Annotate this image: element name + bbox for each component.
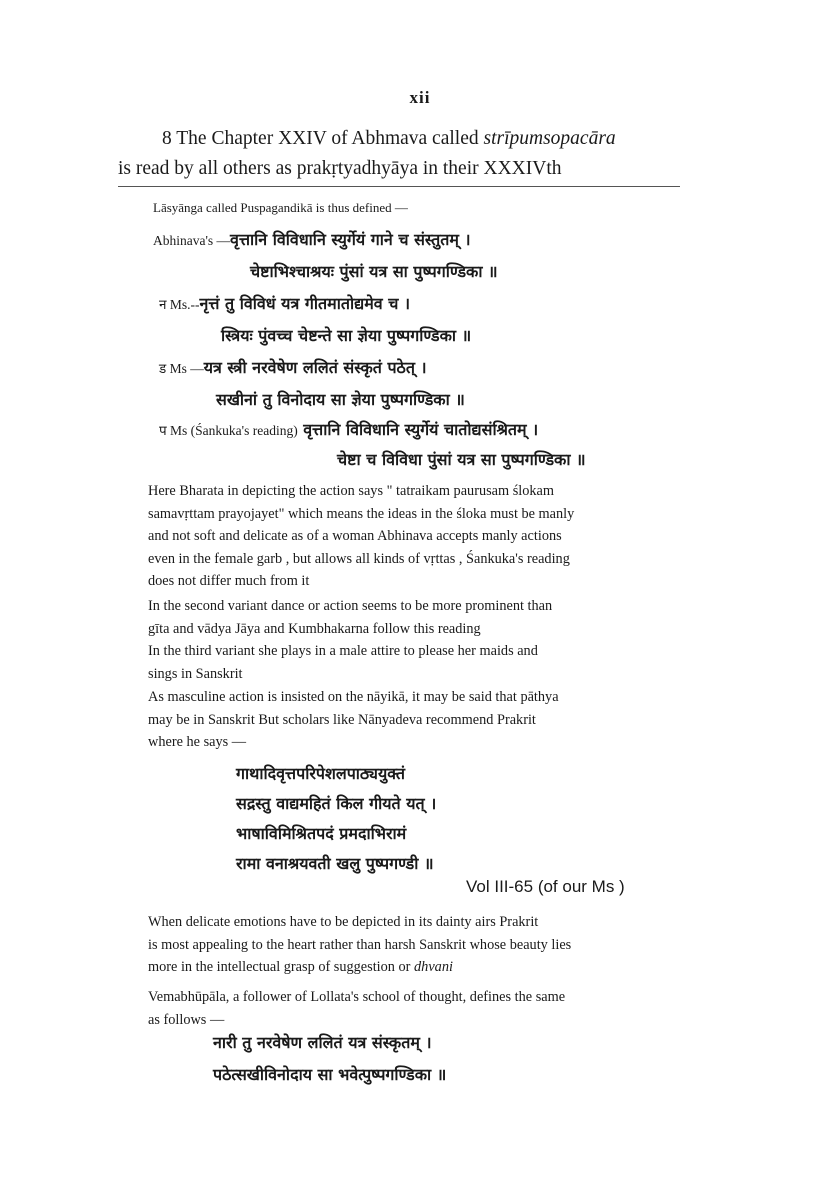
- na-ms-label: न Ms.--: [159, 297, 200, 312]
- page-number: xii: [409, 88, 431, 107]
- nanya-verse-line-2: सद्रस्तु वाद्यमहितं किल गीयते यत् ।: [236, 794, 437, 813]
- text-line: does not differ much from it: [148, 573, 310, 589]
- paragraph-delicate-emotions: [148, 911, 674, 979]
- vema-verse-line-2: पठेत्सखीविनोदाय सा भवेत्पुष्पगण्डिका ॥: [213, 1065, 447, 1084]
- verse-text: नृत्तं तु विविधं यत्र गीतमातोद्यमेव च ।: [199, 294, 411, 313]
- paragraph-8-line-1: [118, 124, 678, 154]
- text-line: and not soft and delicate as of a woman Abhinava accepts manly actions: [148, 528, 562, 544]
- paragraph-bharata: [148, 480, 674, 593]
- na-ms-verse-line-1: [159, 292, 410, 314]
- text-line: In the second variant dance or action seems to be more prominent than: [148, 598, 553, 614]
- nanya-verse-line-4: रामा वनाश्रयवती खलु पुष्पगण्डी ॥: [236, 854, 434, 873]
- text-segment: more in the intellectual grasp of suggestion or: [148, 959, 411, 975]
- paragraph-8-text: 8 The Chapter XXIV of Abhmava called: [162, 128, 479, 149]
- pa-ms-verse-line-2: चेष्टा च विविधा पुंसां यत्र सा पुष्पगण्डिका ॥: [337, 450, 586, 469]
- pa-ms-label: प Ms (Śankuka's reading): [159, 423, 298, 438]
- paragraph-8-line-2: is read by all others as prakṛtyadhyāya in their XXXIVth: [118, 158, 562, 179]
- da-ms-verse-line-1: [159, 356, 427, 378]
- paragraph-8-term: strīpumsopacāra: [483, 128, 616, 149]
- text-line: Here Bharata in depicting the action says " tatraikam paurusam ślokam: [148, 483, 555, 499]
- verse-text: वृत्तानि विविधानि स्युर्गेयं गाने च संस्तुतम् ।: [230, 230, 471, 249]
- dhvani-term: dhvani: [414, 959, 453, 975]
- text-line: samavṛttam prayojayet" which means the ideas in the śloka must be manly: [148, 505, 575, 522]
- pa-ms-verse-line-1: [159, 418, 538, 440]
- abhinava-verse-line-2: चेष्टाभिश्चाश्रयः पुंसां यत्र सा पुष्पगण्डिका ॥: [250, 262, 498, 281]
- divider-rule: [118, 186, 680, 187]
- volume-reference: Vol III-65 (of our Ms ): [466, 877, 625, 896]
- text-line: Vemabhūpāla, a follower of Lollata's school of thought, defines the same: [148, 989, 566, 1005]
- text-line: even in the female garb , but allows all kinds of vṛttas , Śankuka's reading: [148, 550, 570, 567]
- text-line: When delicate emotions have to be depicted in its dainty airs Prakrit: [148, 914, 539, 930]
- text-line: gīta and vādya Jāya and Kumbhakarna follow this reading: [148, 620, 481, 637]
- text-line: In the third variant she plays in a male attire to please her maids and: [148, 643, 538, 659]
- nanya-verse-line-3: भाषाविमिश्रितपदं प्रमदाभिरामं: [236, 824, 407, 843]
- text-line: is most appealing to the heart rather than harsh Sanskrit whose beauty lies: [148, 936, 572, 953]
- text-line: [148, 956, 674, 979]
- paragraph-third-variant: [148, 640, 674, 685]
- text-line: may be in Sanskrit But scholars like Nānyadeva recommend Prakrit: [148, 711, 536, 728]
- nanya-verse-line-1: गाथादिवृत्तपरिपेशलपाठ्ययुक्तं: [236, 764, 405, 783]
- text-line: As masculine action is insisted on the nāyikā, it may be said that pāthya: [148, 689, 559, 705]
- vema-verse-line-1: नारी तु नरवेषेण ललितं यत्र संस्कृतम् ।: [213, 1033, 432, 1052]
- verse-text: यत्र स्त्री नरवेषेण ललितं संस्कृतं पठेत् ।: [203, 358, 427, 377]
- da-ms-label: ड Ms —: [159, 361, 204, 376]
- text-line: as follows —: [148, 1011, 225, 1028]
- paragraph-masculine-action: [148, 686, 674, 754]
- paragraph-second-variant: [148, 595, 674, 640]
- da-ms-verse-line-2: सखीनां तु विनोदाय सा ज्ञेया पुष्पगण्डिका ॥: [216, 390, 465, 409]
- verse-text: वृत्तानि विविधानि स्युर्गेयं चातोद्यसंश्रितम् ।: [303, 420, 539, 439]
- text-line: sings in Sanskrit: [148, 665, 243, 682]
- lasyanga-note: Lāsyānga called Puspagandikā is thus defined —: [153, 200, 408, 215]
- text-line: where he says —: [148, 734, 247, 750]
- abhinava-verse-line-1: [153, 228, 471, 250]
- paragraph-vemabhupala: [148, 986, 674, 1031]
- paragraph-8: [118, 124, 678, 184]
- abhinava-label: Abhinava's —: [153, 233, 231, 248]
- na-ms-verse-line-2: स्त्रियः पुंवच्च चेष्टन्ते सा ज्ञेया पुष्पगण्डिका ॥: [221, 326, 472, 345]
